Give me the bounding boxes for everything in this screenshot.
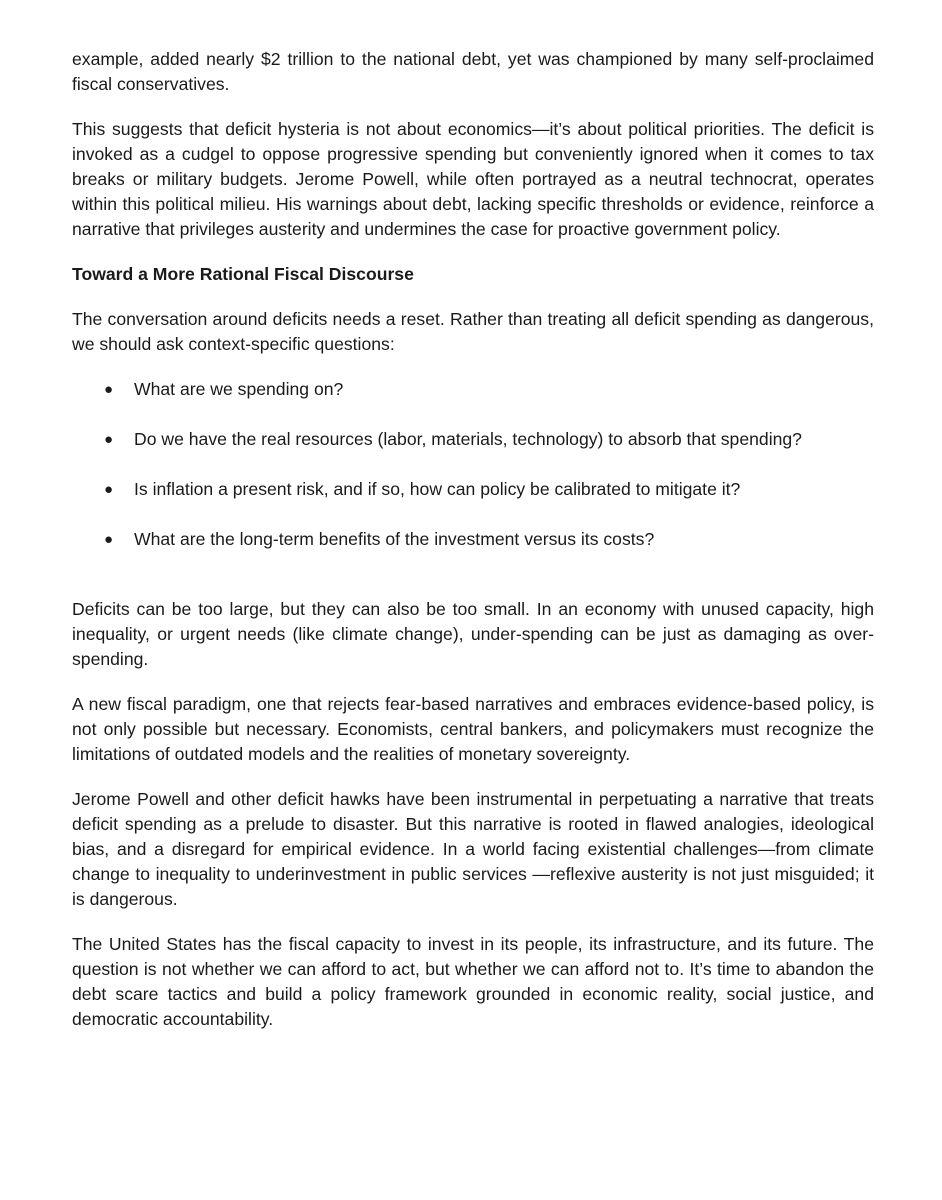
list-item-text: Do we have the real resources (labor, materials, technology) to absorb that spending? (134, 429, 802, 449)
list-item (72, 427, 874, 452)
list-item-text: Is inflation a present risk, and if so, how can policy be calibrated to mitigate it? (134, 479, 741, 499)
paragraph-fiscal-conservatives: example, added nearly $2 trillion to the national debt, yet was championed by many self-proclaimed fiscal conservatives. (72, 49, 874, 94)
questions-list (72, 377, 874, 552)
paragraph-conversation-reset: The conversation around deficits needs a reset. Rather than treating all deficit spending as dangerous, we should ask context-specific questions: (72, 309, 874, 354)
paragraph-new-paradigm: A new fiscal paradigm, one that rejects fear-based narratives and embraces evidence-based policy, is not only possible but necessary. Economists, central bankers, and policymakers must recognize the limitations of outdated models and the realities of monetary sovereignty. (72, 694, 874, 764)
section-heading: Toward a More Rational Fiscal Discourse (72, 264, 414, 284)
bullet-icon: ● (104, 531, 114, 548)
bullet-icon: ● (104, 381, 114, 398)
paragraph-political-priorities: This suggests that deficit hysteria is not about economics—it’s about political priorities. The deficit is invoked as a cudgel to oppose progressive spending but conveniently ignored when it comes to tax breaks or military budgets. Jerome Powell, while often portrayed as a neutral technocrat, operates within this political milieu. His warnings about debt, lacking specific thresholds or evidence, reinforce a narrative that privileges austerity and undermines the case for proactive government policy. (72, 119, 874, 239)
list-item (72, 527, 874, 552)
paragraph-fiscal-capacity: The United States has the fiscal capacity to invest in its people, its infrastructure, and its future. The question is not whether we can afford to act, but whether we can afford not to. It’s time to abandon the debt scare tactics and build a policy framework grounded in economic reality, social justice, and democratic accountability. (72, 934, 874, 1029)
bullet-icon: ● (104, 431, 114, 448)
list-item-text: What are we spending on? (134, 379, 344, 399)
paragraph-deficit-size: Deficits can be too large, but they can also be too small. In an economy with unused capacity, high inequality, or urgent needs (like climate change), under-spending can be just as damaging as over-spending. (72, 599, 874, 669)
document-page (72, 47, 874, 1032)
paragraph-deficit-hawks: Jerome Powell and other deficit hawks have been instrumental in perpetuating a narrative that treats deficit spending as a prelude to disaster. But this narrative is rooted in flawed analogies, ideological bias, and a disregard for empirical evidence. In a world facing existential challenges—from climate change to inequality to underinvestment in public services —reflexive austerity is not just misguided; it is dangerous. (72, 789, 874, 909)
list-item (72, 377, 874, 402)
list-item (72, 477, 874, 502)
bullet-icon: ● (104, 481, 114, 498)
list-item-text: What are the long-term benefits of the investment versus its costs? (134, 529, 655, 549)
